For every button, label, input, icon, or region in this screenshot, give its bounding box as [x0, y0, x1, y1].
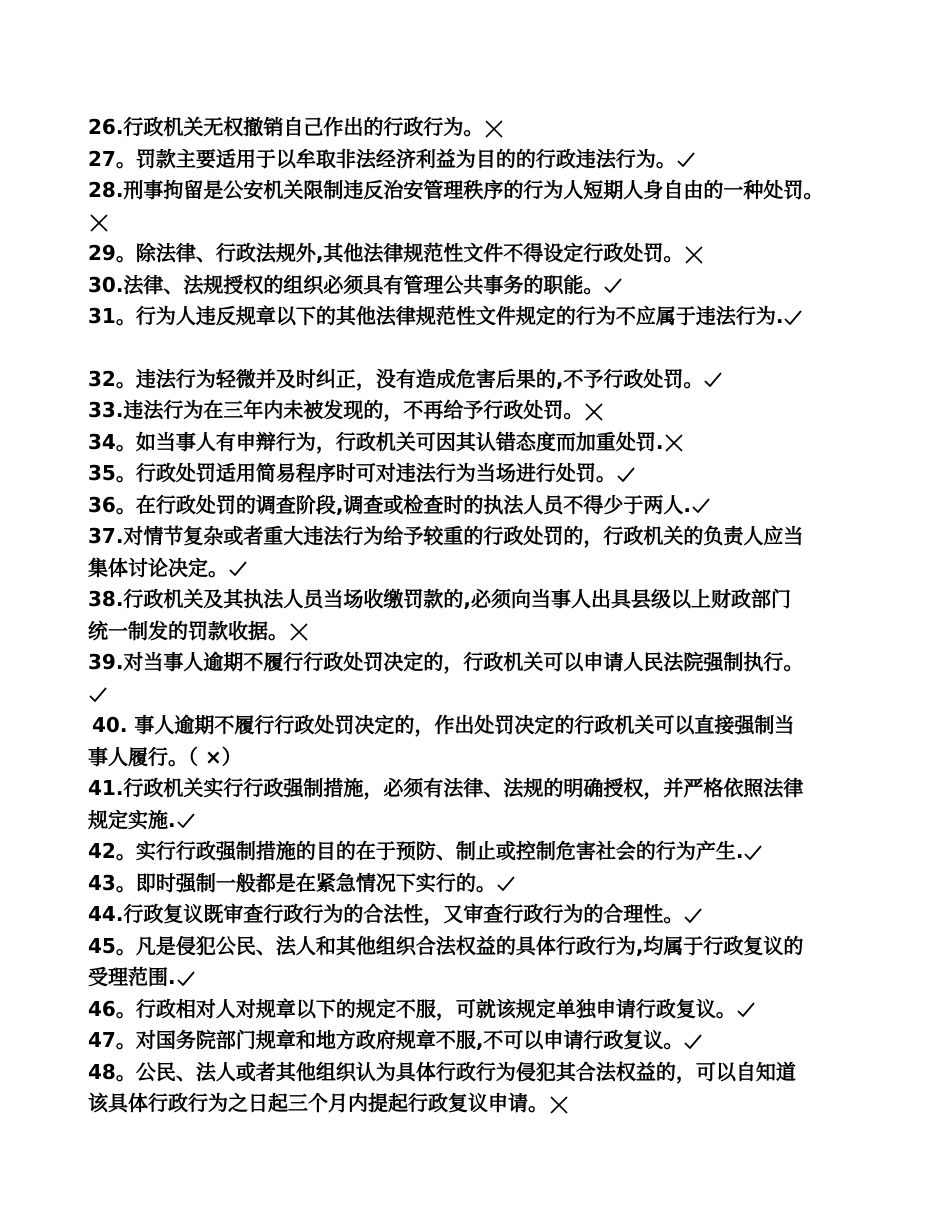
line-text: 48。公民、法人或者其他组织认为具体行政行为侵犯其合法权益的，可以自知道	[88, 1059, 796, 1084]
answer-line	[88, 112, 888, 144]
answer-line	[88, 931, 888, 963]
line-text: 26.行政机关无权撤销自己作出的行政行为。	[88, 115, 484, 139]
line-text: 27。罚款主要适用于以牟取非法经济利益为目的的行政违法行为。	[88, 146, 676, 171]
answer-line	[88, 207, 888, 239]
line-text: 31。行为人违反规章以下的其他法律规范性文件规定的行为不应属于违法行为.	[88, 304, 784, 328]
cross-icon	[683, 244, 705, 266]
answer-line	[88, 836, 888, 868]
check-icon	[683, 907, 703, 925]
line-text: 39.对当事人逾期不履行行政处罚决定的，行政机关可以申请人民法院强制执行。	[88, 650, 804, 674]
answer-line	[88, 773, 888, 805]
check-icon	[88, 686, 108, 704]
cross-icon	[583, 401, 605, 423]
cross-icon	[288, 621, 310, 643]
line-text: 46。行政相对人对规章以下的规定不服，可就该规定单独申请行政复议。	[88, 996, 736, 1021]
answer-document	[88, 112, 888, 1120]
line-text: 事人履行。（ ×）	[88, 744, 242, 769]
answer-line	[88, 458, 888, 490]
line-text: 47。对国务院部门规章和地方政府规章不服,不可以申请行政复议。	[88, 1028, 684, 1052]
line-text: 44.行政复议既审查行政行为的合法性，又审查行政行为的合理性。	[88, 902, 684, 926]
check-icon	[703, 371, 723, 389]
line-text: 受理范围.	[88, 965, 176, 989]
answer-line	[88, 679, 888, 711]
answer-line	[88, 301, 888, 333]
line-text: 28.刑事拘留是公安机关限制违反治安管理秩序的行为人短期人身自由的一种处罚。	[88, 178, 824, 202]
line-text: 37.对情节复杂或者重大违法行为给予较重的行政处罚的，行政机关的负责人应当	[88, 524, 804, 548]
answer-line	[88, 710, 888, 742]
answer-line	[88, 395, 888, 427]
check-icon	[616, 466, 636, 484]
line-text: 41.行政机关实行行政强制措施，必须有法律、法规的明确授权，并严格依照法律	[88, 776, 804, 800]
line-text: 38.行政机关及其执法人员当场收缴罚款的,必须向当事人出具县级以上财政部门	[88, 587, 792, 611]
check-icon	[743, 844, 763, 862]
check-icon	[783, 309, 803, 327]
cross-icon	[483, 118, 505, 140]
check-icon	[176, 812, 196, 830]
answer-line	[88, 1057, 888, 1089]
answer-line	[88, 1025, 888, 1057]
check-icon	[676, 151, 696, 169]
answer-line	[88, 270, 888, 302]
answer-line	[88, 333, 888, 364]
line-text: 29。除法律、行政法规外,其他法律规范性文件不得设定行政处罚。	[88, 241, 684, 265]
answer-line	[88, 521, 888, 553]
line-text: 33.违法行为在三年内未被发现的，不再给予行政处罚。	[88, 398, 584, 422]
answer-line	[88, 238, 888, 270]
answer-line	[88, 490, 888, 522]
line-text: 43。即时强制一般都是在紧急情况下实行的。	[88, 870, 496, 895]
answer-line	[88, 742, 888, 774]
check-icon	[683, 1033, 703, 1051]
answer-line	[88, 868, 888, 900]
cross-icon	[548, 1094, 570, 1116]
answer-line	[88, 175, 888, 207]
check-icon	[691, 497, 711, 515]
answer-line	[88, 584, 888, 616]
line-text: 45。凡是侵犯公民、法人和其他组织合法权益的具体行政行为,均属于行政复议的	[88, 933, 804, 958]
line-text: 统一制发的罚款收据。	[88, 618, 288, 643]
answer-line	[88, 144, 888, 176]
answer-line	[88, 962, 888, 994]
line-text: 集体讨论决定。	[88, 555, 228, 580]
check-icon	[736, 1001, 756, 1019]
check-icon	[603, 277, 623, 295]
line-text: 32。违法行为轻微并及时纠正，没有造成危害后果的,不予行政处罚。	[88, 366, 704, 391]
line-text: 该具体行政行为之日起三个月内提起行政复议申请。	[88, 1091, 548, 1115]
line-text: 规定实施.	[88, 807, 176, 832]
answer-line	[88, 805, 888, 837]
line-text: 30.法律、法规授权的组织必须具有管理公共事务的职能。	[88, 272, 604, 297]
check-icon	[496, 875, 516, 893]
answer-line	[88, 364, 888, 396]
answer-line	[88, 899, 888, 931]
check-icon	[228, 560, 248, 578]
cross-icon	[663, 432, 685, 454]
line-text: 34。如当事人有申辩行为，行政机关可因其认错态度而加重处罚.	[88, 429, 664, 454]
line-text: 35。行政处罚适用简易程序时可对违法行为当场进行处罚。	[88, 461, 616, 485]
line-text: 40. 事人逾期不履行行政处罚决定的，作出处罚决定的行政机关可以直接强制当	[92, 713, 795, 737]
check-icon	[176, 970, 196, 988]
answer-line	[88, 647, 888, 679]
cross-icon	[88, 212, 110, 234]
answer-line	[88, 553, 888, 585]
answer-line	[88, 427, 888, 459]
answer-line	[88, 616, 888, 648]
answer-line	[88, 1088, 888, 1120]
line-text: 42。实行行政强制措施的目的在于预防、制止或控制危害社会的行为产生.	[88, 839, 744, 863]
line-text: 36。在行政处罚的调查阶段,调查或检查时的执法人员不得少于两人.	[88, 492, 692, 517]
answer-line	[88, 994, 888, 1026]
